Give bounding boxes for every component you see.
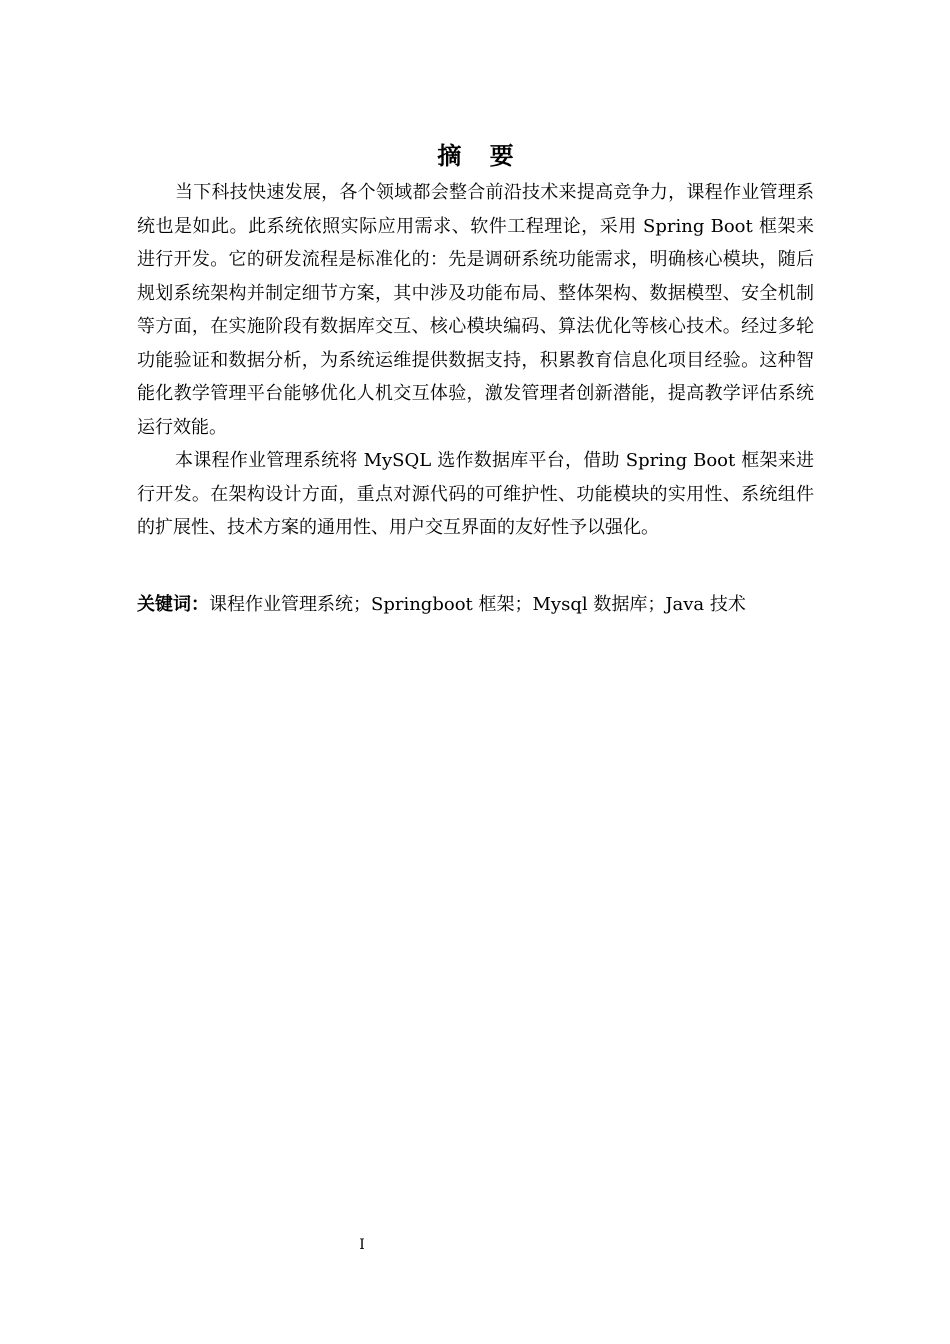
keywords-label: 关键词： [137, 593, 209, 615]
abstract-section [137, 136, 814, 621]
abstract-paragraph-2: 本课程作业管理系统将 MySQL 选作数据库平台，借助 Spring Boot 框架来进行开发。在架构设计方面，重点对源代码的可维护性、功能模块的实用性、系统组件的扩展性、技术方案的通用性、用户交互界面的友好性予以强化。 [137, 450, 814, 538]
keywords-line [137, 588, 814, 622]
abstract-paragraph-1: 当下科技快速发展，各个领域都会整合前沿技术来提高竞争力，课程作业管理系统也是如此。此系统依照实际应用需求、软件工程理论，采用 Spring Boot 框架来进行开发。它的研发流程是标准化的：先是调研系统功能需求，明确核心模块，随后规划系统架构并制定细节方案，其中涉及功能布局、整体架构、数据模型、安全机制等方面，在实施阶段有数据库交互、核心模块编码、算法优化等核心技术。经过多轮功能验证和数据分析，为系统运维提供数据支持，积累教育信息化项目经验。这种智能化教学管理平台能够优化人机交互体验，激发管理者创新潜能，提高教学评估系统运行效能。 [137, 182, 814, 438]
page-number: I [359, 1237, 365, 1253]
page-title: 摘 要 [437, 142, 524, 170]
keywords-text: 课程作业管理系统；Springboot 框架；Mysql 数据库；Java 技术 [209, 593, 746, 615]
